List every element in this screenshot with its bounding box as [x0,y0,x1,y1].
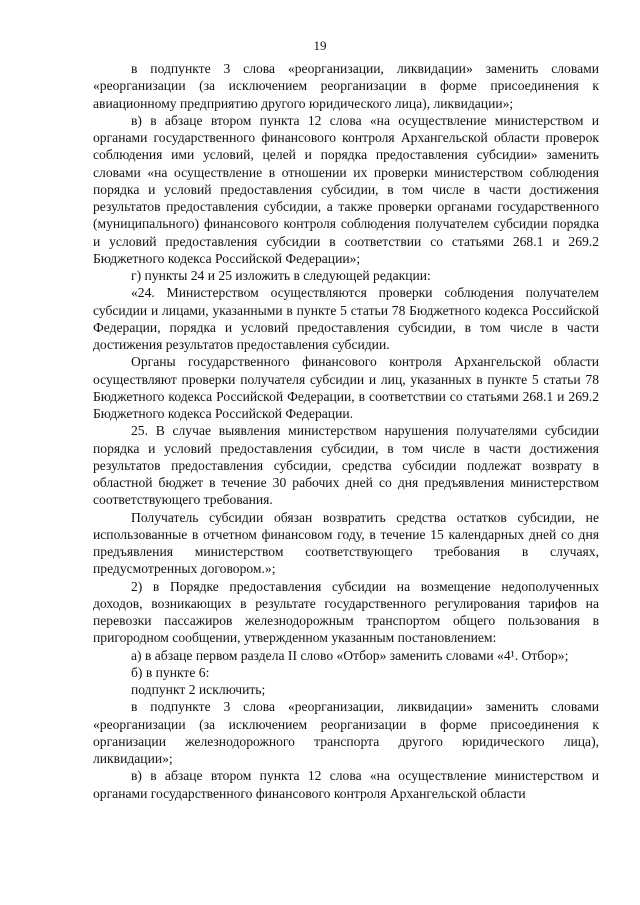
paragraph: 25. В случае выявления министерством нарушения получателями субсидии порядка и условий предоставления субсидии, в том числе в части достижения результатов предоставления субсидии, средства субсидии подлежат возврату в областной бюджет в течение 30 рабочих дней со дня предъявления министерством соответствующего требования. [93,423,599,508]
paragraph: «24. Министерством осуществляются проверки соблюдения получателем субсидии и лицами, указанными в пункте 5 статьи 78 Бюджетного кодекса Российской Федерации, порядка и условий предоставления субсидии, в том числе в части достижения результатов предоставления субсидии. [93,285,599,352]
paragraph: в) в абзаце втором пункта 12 слова «на осуществление министерством и органами государственного финансового контроля Архангельской области [93,768,599,801]
paragraph: в подпункте 3 слова «реорганизации, ликвидации» заменить словами «реорганизации (за исключением реорганизации в форме присоединения к организации железнодорожного транспорта другого юридического лица), ликвидации»; [93,699,599,766]
document-body [93,60,599,802]
paragraph: Органы государственного финансового контроля Архангельской области осуществляют проверки получателя субсидии и лиц, указанных в пункте 5 статьи 78 Бюджетного кодекса Российской Федерации, в соответствии со статьями 268.1 и 269.2 Бюджетного кодекса Российской Федерации. [93,354,599,421]
page-number: 19 [313,38,327,53]
paragraph: а) в абзаце первом раздела II слово «Отбор» заменить словами «4¹. Отбор»; [131,647,569,663]
paragraph: в) в абзаце втором пункта 12 слова «на осуществление министерством и органами государственного финансового контроля Архангельской области проверок соблюдения ими условий, целей и порядка предоставления субсидии» заменить словами «на осуществление в отношении их проверки министерством соблюдения порядка и условий предоставления субсидии, в том числе в части достижения результатов предоставления субсидии, а также проверки органами государственного (муниципального) финансового контроля соблюдения получателем субсидии порядка и условий предоставления субсидии в соответствии со статьями 268.1 и 269.2 Бюджетного кодекса Российской Федерации»; [93,112,599,266]
paragraph: б) в пункте 6: [131,664,210,680]
paragraph: г) пункты 24 и 25 изложить в следующей редакции: [131,268,431,283]
paragraph: в подпункте 3 слова «реорганизации, ликвидации» заменить словами «реорганизации (за исключением реорганизации в форме присоединения к авиационному предприятию другого юридического лица), ликвидации»; [93,61,599,111]
paragraph: 2) в Порядке предоставления субсидии на возмещение недополученных доходов, возникающих в результате государственного регулирования тарифов на перевозки пассажиров железнодорожным транспортом общего пользования в пригородном сообщении, утвержденном указанным постановлением: [93,578,599,646]
paragraph: подпункт 2 исключить; [131,682,266,697]
paragraph: Получатель субсидии обязан возвратить средства остатков субсидии, не использованные в отчетном финансовом году, в течение 15 календарных дней со дня предъявления министерством соответствующего требования в случаях, предусмотренных договором.»; [93,509,599,577]
